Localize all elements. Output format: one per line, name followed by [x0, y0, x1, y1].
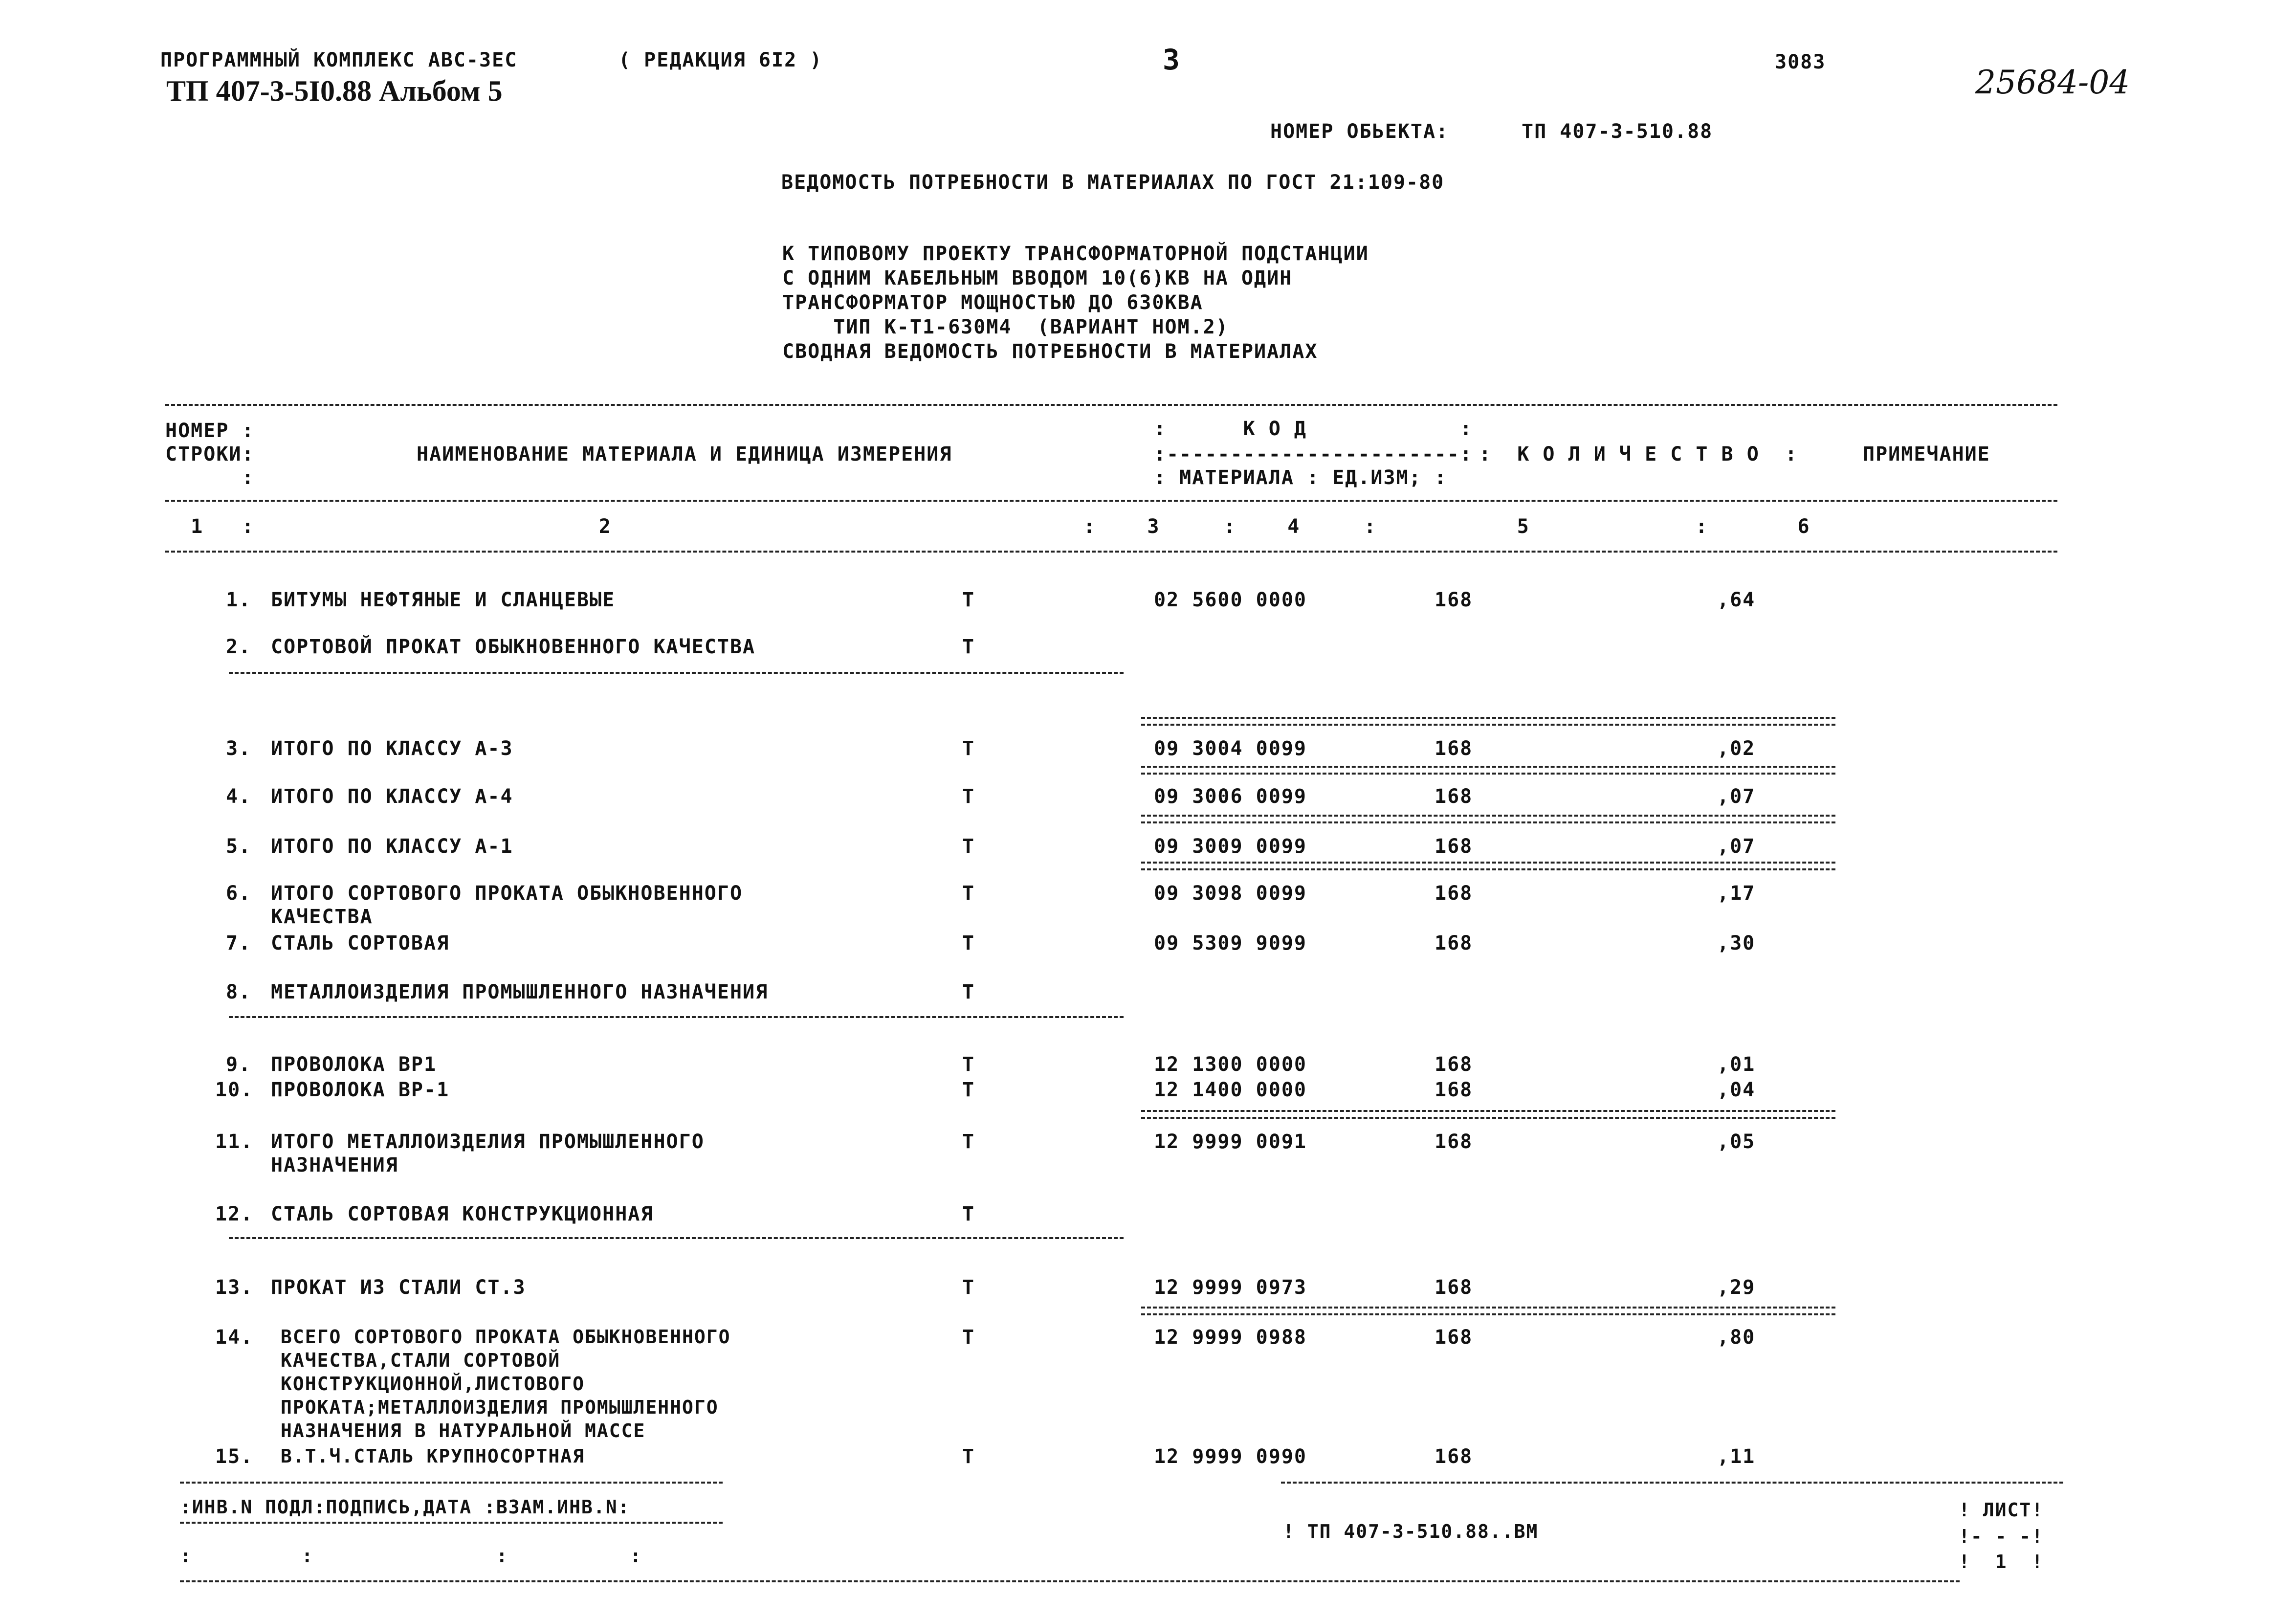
header-mid-rule: [165, 500, 2057, 502]
header-name-column: НАИМЕНОВАНИЕ МАТЕРИАЛА И ЕДИНИЦА ИЗМЕРЕНИЯ: [417, 443, 952, 466]
material-code: 09 3098 0099: [1154, 882, 1307, 905]
stamp-bottom-rule: [180, 1580, 1960, 1582]
unit-code: 168: [1435, 882, 1473, 905]
document-title: ВЕДОМОСТЬ ПОТРЕБНОСТИ В МАТЕРИАЛАХ ПО ГОСТ 21:109-80: [781, 171, 1445, 194]
material-name-cont: КАЧЕСТВА: [271, 906, 373, 928]
handwritten-number: 25684-04: [1975, 64, 2130, 101]
edition-label: ( РЕДАКЦИЯ 6I2 ): [618, 49, 823, 71]
sheet-label: ! ЛИСТ!: [1959, 1499, 2044, 1521]
row-number: 8.: [226, 981, 252, 1003]
unit: Т: [962, 1276, 975, 1299]
unit-code: 168: [1435, 1445, 1473, 1468]
material-name: ИТОГО ПО КЛАССУ А-3: [271, 737, 513, 760]
material-name: ПРОКАТ ИЗ СТАЛИ СТ.3: [271, 1276, 526, 1299]
material-name: СТАЛЬ СОРТОВАЯ КОНСТРУКЦИОННАЯ: [271, 1203, 654, 1225]
material-name: МЕТАЛЛОИЗДЕЛИЯ ПРОМЫШЛЕННОГО НАЗНАЧЕНИЯ: [271, 981, 769, 1003]
header-code-sub: : МАТЕРИАЛА : ЕД.ИЗМ; :: [1154, 466, 1447, 489]
row-number: 12.: [215, 1203, 254, 1225]
unit-code: 168: [1435, 835, 1473, 858]
quantity: ,02: [1717, 737, 1756, 760]
total-double-rule: [1141, 1307, 1835, 1315]
row-number: 14.: [215, 1326, 254, 1349]
material-name: В.Т.Ч.СТАЛЬ КРУПНОСОРТНАЯ: [281, 1445, 585, 1467]
material-name-cont: ПРОКАТА;МЕТАЛЛОИЗДЕЛИЯ ПРОМЫШЛЕННОГО: [281, 1397, 719, 1418]
material-name-cont: КОНСТРУКЦИОННОЙ,ЛИСТОВОГО: [281, 1373, 585, 1395]
quantity: ,80: [1717, 1326, 1756, 1349]
unit-code: 168: [1435, 1131, 1473, 1153]
material-code: 12 9999 0091: [1154, 1131, 1307, 1153]
album-label: ТП 407-3-5I0.88 Альбом 5: [166, 75, 503, 107]
material-name-cont: КАЧЕСТВА,СТАЛИ СОРТОВОЙ: [281, 1350, 561, 1371]
quantity: ,30: [1717, 932, 1756, 954]
unit: Т: [962, 932, 975, 954]
header-bottom-rule: [165, 551, 2057, 553]
quantity: ,04: [1717, 1079, 1756, 1101]
row-number: 15.: [215, 1445, 254, 1468]
unit: Т: [962, 636, 975, 658]
quantity: ,05: [1717, 1131, 1756, 1153]
unit-code: 168: [1435, 1276, 1473, 1299]
unit: Т: [962, 737, 975, 760]
header-row-no-2: СТРОКИ:: [165, 443, 255, 466]
document-code: 3083: [1775, 51, 1826, 73]
material-code: 12 9999 0988: [1154, 1326, 1307, 1349]
subtitle-line: ТИП К-Т1-630М4 (ВАРИАНТ НОМ.2): [782, 316, 1229, 338]
row-number: 10.: [215, 1079, 254, 1101]
sheet-separator: !- - -!: [1959, 1526, 2044, 1547]
table-top-rule: [165, 404, 2057, 406]
quantity: ,01: [1717, 1053, 1756, 1076]
row-number: 1.: [226, 589, 252, 611]
quantity: ,07: [1717, 785, 1756, 808]
quantity: ,11: [1717, 1445, 1756, 1468]
row-number: 9.: [226, 1053, 252, 1076]
material-name: ПРОВОЛОКА ВР-1: [271, 1079, 450, 1101]
material-code: 09 3009 0099: [1154, 835, 1307, 858]
stamp-fields: : : : :: [180, 1545, 642, 1567]
unit: Т: [962, 835, 975, 858]
row-number: 3.: [226, 737, 252, 760]
quantity: ,29: [1717, 1276, 1756, 1299]
unit-code: 168: [1435, 785, 1473, 808]
material-name: ИТОГО ПО КЛАССУ А-1: [271, 835, 513, 858]
column-numbers: 1 : 2 : 3 : 4 : 5 : 6: [165, 515, 1810, 538]
unit: Т: [962, 1445, 975, 1468]
row-number: 7.: [226, 932, 252, 954]
header-quantity: : К О Л И Ч Е С Т В О :: [1479, 443, 1798, 466]
stamp-mid-rule: [180, 1522, 723, 1524]
total-double-rule: [1141, 815, 1835, 823]
unit-code: 168: [1435, 1326, 1473, 1349]
program-name: ПРОГРАММНЫЙ КОМПЛЕКС АВС-ЗЕС: [160, 49, 518, 71]
unit-code: 168: [1435, 589, 1473, 611]
material-code: 12 1400 0000: [1154, 1079, 1307, 1101]
total-double-rule: [1141, 862, 1835, 870]
row-number: 6.: [226, 882, 252, 905]
quantity: ,07: [1717, 835, 1756, 858]
material-name-cont: НАЗНАЧЕНИЯ: [271, 1154, 398, 1176]
unit: Т: [962, 589, 975, 611]
stamp-headings: :ИНВ.N ПОДЛ:ПОДПИСЬ,ДАТА :ВЗАМ.ИНВ.N:: [180, 1496, 630, 1518]
unit: Т: [962, 1326, 975, 1349]
group-rule: [229, 1016, 1124, 1018]
row-number: 5.: [226, 835, 252, 858]
group-rule: [229, 1237, 1124, 1239]
quantity: ,64: [1717, 589, 1756, 611]
unit: Т: [962, 1079, 975, 1101]
material-code: 09 3006 0099: [1154, 785, 1307, 808]
material-code: 12 9999 0973: [1154, 1276, 1307, 1299]
unit: Т: [962, 981, 975, 1003]
header-row-no-3: :: [165, 466, 255, 489]
material-name: ВСЕГО СОРТОВОГО ПРОКАТА ОБЫКНОВЕННОГО: [281, 1326, 731, 1348]
header-row-no-1: НОМЕР :: [165, 420, 255, 442]
unit: Т: [962, 882, 975, 905]
material-name: ИТОГО МЕТАЛЛОИЗДЕЛИЯ ПРОМЫШЛЕННОГО: [271, 1131, 705, 1153]
header-note: ПРИМЕЧАНИЕ: [1863, 443, 1990, 466]
page-number: 3: [1163, 43, 1181, 76]
unit: Т: [962, 785, 975, 808]
subtitle-line: СВОДНАЯ ВЕДОМОСТЬ ПОТРЕБНОСТИ В МАТЕРИАЛАХ: [782, 340, 1318, 363]
document-reference: ! ТП 407-3-510.88..ВМ: [1283, 1521, 1539, 1542]
unit-code: 168: [1435, 737, 1473, 760]
row-number: 2.: [226, 636, 252, 658]
object-value: ТП 407-3-510.88: [1522, 120, 1713, 143]
header-code-group: : К О Д :: [1154, 418, 1473, 440]
unit: Т: [962, 1053, 975, 1076]
stamp-top-rule-left: [180, 1482, 723, 1484]
material-code: 09 3004 0099: [1154, 737, 1307, 760]
object-label: НОМЕР ОБЬЕКТА:: [1270, 120, 1449, 143]
total-double-rule: [1141, 766, 1835, 775]
unit-code: 168: [1435, 1053, 1473, 1076]
subtitle-line: К ТИПОВОМУ ПРОЕКТУ ТРАНСФОРМАТОРНОЙ ПОДСТАНЦИИ: [782, 243, 1369, 265]
unit-code: 168: [1435, 1079, 1473, 1101]
material-name: БИТУМЫ НЕФТЯНЫЕ И СЛАНЦЕВЫЕ: [271, 589, 616, 611]
material-name: СОРТОВОЙ ПРОКАТ ОБЫКНОВЕННОГО КАЧЕСТВА: [271, 636, 756, 658]
stamp-top-rule-right: [1281, 1482, 2063, 1484]
material-code: 09 5309 9099: [1154, 932, 1307, 954]
total-double-rule: [1141, 1110, 1835, 1119]
quantity: ,17: [1717, 882, 1756, 905]
unit-code: 168: [1435, 932, 1473, 954]
unit: Т: [962, 1131, 975, 1153]
row-number: 4.: [226, 785, 252, 808]
subtitle-line: ТРАНСФОРМАТОР МОЩНОСТЬЮ ДО 630КВА: [782, 291, 1203, 314]
material-code: 12 1300 0000: [1154, 1053, 1307, 1076]
material-name: ПРОВОЛОКА ВР1: [271, 1053, 437, 1076]
material-name: ИТОГО ПО КЛАССУ А-4: [271, 785, 513, 808]
row-number: 13.: [215, 1276, 254, 1299]
header-code-separator: :-----------------------:: [1154, 443, 1473, 466]
material-name-cont: НАЗНАЧЕНИЯ В НАТУРАЛЬНОЙ МАССЕ: [281, 1420, 646, 1442]
unit: Т: [962, 1203, 975, 1225]
material-code: 12 9999 0990: [1154, 1445, 1307, 1468]
material-code: 02 5600 0000: [1154, 589, 1307, 611]
row-number: 11.: [215, 1131, 254, 1153]
subtitle-line: С ОДНИМ КАБЕЛЬНЫМ ВВОДОМ 10(6)КВ НА ОДИН: [782, 267, 1293, 289]
sheet-number: ! 1 !: [1959, 1551, 2044, 1573]
material-name: ИТОГО СОРТОВОГО ПРОКАТА ОБЫКНОВЕННОГО: [271, 882, 743, 905]
total-double-rule: [1141, 717, 1835, 726]
group-rule: [229, 672, 1124, 674]
material-name: СТАЛЬ СОРТОВАЯ: [271, 932, 450, 954]
